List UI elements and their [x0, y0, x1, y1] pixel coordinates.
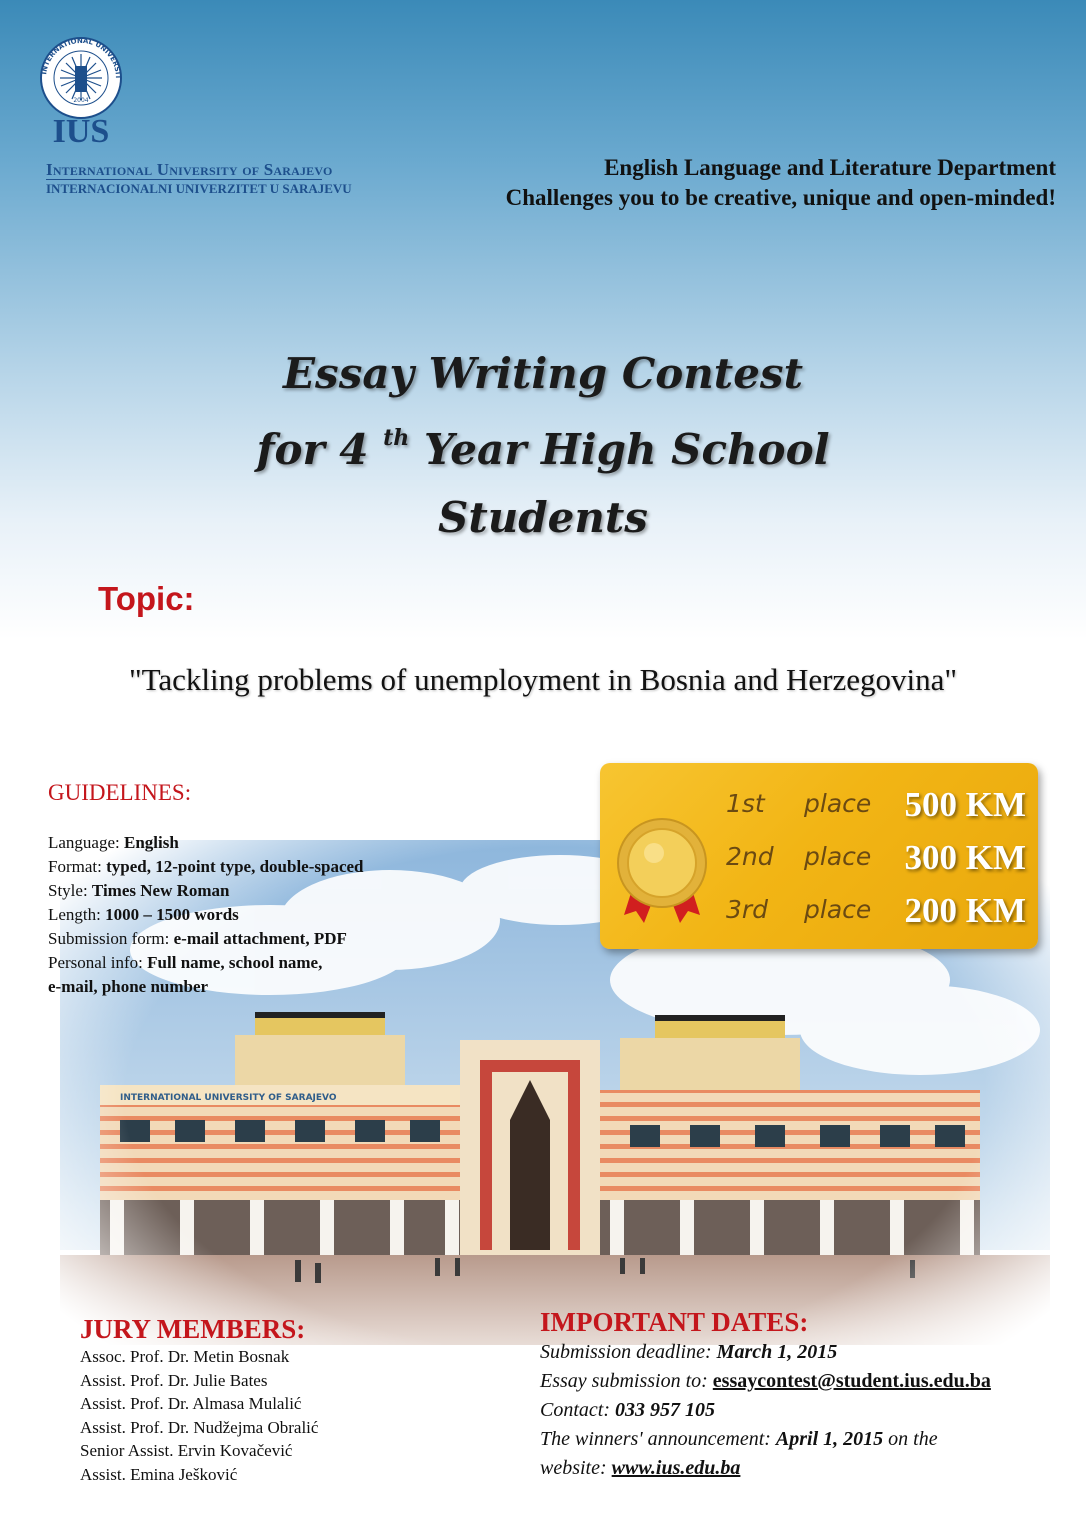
department-header: [506, 153, 1056, 213]
university-name-divider: [46, 179, 322, 180]
deadline-label: Submission deadline:: [540, 1341, 717, 1363]
guideline-value: English: [124, 833, 179, 852]
university-name-en: International University of Sarajevo: [46, 160, 333, 179]
prize-third: [726, 891, 1026, 941]
jury-member: Assoc. Prof. Dr. Metin Bosnak: [80, 1347, 290, 1366]
prize-amount: 300 KM: [904, 838, 1026, 877]
prizes-box: [600, 763, 1038, 949]
guideline-value: e-mail attachment, PDF: [173, 929, 347, 948]
winners-row: [540, 1425, 991, 1454]
guideline-length: [48, 903, 363, 927]
contact-phone: 033 957 105: [615, 1399, 715, 1421]
jury-member: Assist. Prof. Dr. Almasa Mulalić: [80, 1394, 302, 1413]
guideline-value: Full name, school name,: [147, 953, 323, 972]
jury-member: Senior Assist. Ervin Kovačević: [80, 1441, 293, 1460]
guideline-format: [48, 855, 363, 879]
guideline-value: e-mail, phone number: [48, 977, 209, 996]
prize-first: [726, 785, 1026, 835]
deadline-value: March 1, 2015: [716, 1341, 838, 1363]
guideline-label: Length:: [48, 905, 106, 924]
winners-label: The winners' announcement:: [540, 1428, 776, 1450]
guideline-style: [48, 879, 363, 903]
guideline-value: 1000 – 1500 words: [105, 905, 239, 924]
prize-amount: 200 KM: [904, 891, 1026, 930]
topic-text: "Tackling problems of unemployment in Bosnia and Herzegovina": [128, 662, 958, 697]
winners-date: April 1, 2015: [775, 1428, 884, 1450]
guideline-personal-info-cont: [48, 975, 363, 999]
contact-label: Contact:: [540, 1399, 615, 1421]
title-superscript: th: [383, 425, 410, 451]
guideline-label: Format:: [48, 857, 107, 876]
university-name-bs: INTERNACIONALNI UNIVERZITET U SARAJEVU: [46, 181, 352, 196]
title-line-2-end: Year High School: [423, 425, 830, 474]
jury-list: [80, 1345, 318, 1486]
title-line-2-start: for 4: [256, 425, 369, 474]
website-label: website:: [540, 1457, 612, 1479]
department-name: English Language and Literature Department: [604, 155, 1056, 180]
guideline-label: Personal info:: [48, 953, 148, 972]
svg-text:2004: 2004: [73, 97, 89, 104]
jury-member: Assist. Prof. Dr. Nudžejma Obralić: [80, 1417, 319, 1437]
website-row: [540, 1454, 991, 1483]
submission-label: Essay submission to:: [540, 1370, 713, 1392]
guideline-value: Times New Roman: [91, 881, 230, 900]
jury-title: JURY MEMBERS:: [80, 1314, 306, 1344]
prize-rank: 3rd: [726, 895, 769, 924]
medal-icon: [614, 815, 710, 935]
prize-place-word: place: [804, 789, 872, 818]
website-link[interactable]: www.ius.edu.ba: [611, 1457, 741, 1479]
guideline-submission-form: [48, 927, 363, 951]
submission-row: [540, 1367, 991, 1396]
prize-amount: 500 KM: [904, 785, 1026, 824]
title-line-3: Students: [438, 493, 648, 542]
guideline-label: Language:: [48, 833, 124, 852]
svg-text:IUS: IUS: [52, 113, 110, 150]
prize-rank: 2nd: [726, 842, 774, 871]
guideline-value: typed, 12-point type, double-spaced: [106, 857, 364, 876]
guideline-label: Submission form:: [48, 929, 174, 948]
prize-second: [726, 838, 1026, 888]
jury-member: Assist. Emina Ješković: [80, 1464, 238, 1484]
department-tagline: Challenges you to be creative, unique and open-minded!: [505, 185, 1056, 210]
important-dates-list: [540, 1338, 991, 1483]
submission-email-link[interactable]: essaycontest@student.ius.edu.ba: [712, 1370, 991, 1392]
title-line-2: [0, 408, 1086, 484]
guidelines-title: GUIDELINES:: [48, 780, 192, 805]
jury-member: Assist. Prof. Dr. Julie Bates: [80, 1370, 268, 1390]
university-logo: [36, 30, 126, 150]
prize-rank: 1st: [726, 789, 765, 818]
prize-place-word: place: [804, 895, 872, 924]
guideline-language: [48, 831, 363, 855]
contest-title: [0, 340, 1086, 552]
topic-label: Topic:: [98, 580, 195, 617]
guideline-label: Style:: [48, 881, 92, 900]
winners-suffix: on the: [883, 1428, 938, 1450]
contact-row: [540, 1396, 991, 1425]
svg-text:INTERNATIONAL UNIVERSITY OF SA: INTERNATIONAL UNIVERSIT: [40, 36, 123, 80]
important-dates-title: IMPORTANT DATES:: [540, 1307, 809, 1337]
guideline-personal-info: [48, 951, 363, 975]
deadline-row: [540, 1338, 991, 1367]
guidelines-list: [48, 831, 363, 999]
prize-place-word: place: [804, 842, 872, 871]
title-line-1: Essay Writing Contest: [283, 349, 803, 398]
